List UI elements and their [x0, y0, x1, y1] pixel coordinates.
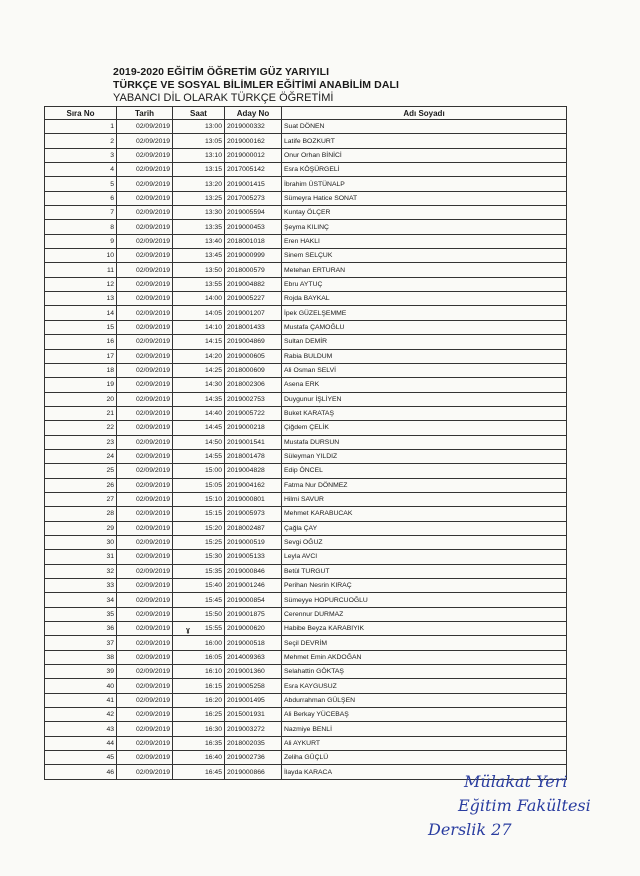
row-date: 02/09/2019	[117, 478, 173, 492]
table-row	[45, 435, 567, 449]
row-full-name: Sümeyye HOPURCUOĞLU	[282, 593, 567, 607]
row-full-name: Sultan DEMİR	[282, 335, 567, 349]
row-candidate-id: 2018002487	[225, 521, 282, 535]
column-header-date: Tarih	[117, 107, 173, 120]
row-date: 02/09/2019	[117, 507, 173, 521]
row-order-number: 36	[45, 622, 117, 636]
program-title: YABANCI DİL OLARAK TÜRKÇE ÖĞRETİMİ	[113, 92, 334, 104]
row-order-number: 26	[45, 478, 117, 492]
row-time: 16:00	[173, 636, 225, 650]
row-candidate-id: 2019000999	[225, 249, 282, 263]
row-full-name: Ebru AYTUÇ	[282, 277, 567, 291]
column-header-candidate-id: Aday No	[225, 107, 282, 120]
row-order-number: 40	[45, 679, 117, 693]
row-candidate-id: 2018000609	[225, 363, 282, 377]
row-order-number: 16	[45, 335, 117, 349]
table-row	[45, 622, 567, 636]
row-time: 14:50	[173, 435, 225, 449]
row-full-name: Rabia BULDUM	[282, 349, 567, 363]
row-time: 14:30	[173, 378, 225, 392]
table-row	[45, 492, 567, 506]
table-row	[45, 708, 567, 722]
row-full-name: Kuntay ÖLÇER	[282, 206, 567, 220]
row-candidate-id: 2019000854	[225, 593, 282, 607]
row-time: 15:10	[173, 492, 225, 506]
row-order-number: 33	[45, 579, 117, 593]
row-time: 14:15	[173, 335, 225, 349]
table-row	[45, 736, 567, 750]
row-time: 13:40	[173, 234, 225, 248]
row-order-number: 23	[45, 435, 117, 449]
row-full-name: Sinem SELÇUK	[282, 249, 567, 263]
row-time: 14:05	[173, 306, 225, 320]
row-order-number: 7	[45, 206, 117, 220]
row-full-name: İlayda KARACA	[282, 765, 567, 779]
row-full-name: Hilmi SAVUR	[282, 492, 567, 506]
row-date: 02/09/2019	[117, 120, 173, 134]
row-full-name: Nazmiye BENLİ	[282, 722, 567, 736]
table-row	[45, 650, 567, 664]
row-full-name: Mustafa DURSUN	[282, 435, 567, 449]
table-row	[45, 679, 567, 693]
row-candidate-id: 2019004882	[225, 277, 282, 291]
row-time: 13:00	[173, 120, 225, 134]
row-full-name: Sümeyra Hatice SONAT	[282, 191, 567, 205]
row-candidate-id: 2019005594	[225, 206, 282, 220]
row-date: 02/09/2019	[117, 306, 173, 320]
row-full-name: Betül TURGUT	[282, 564, 567, 578]
row-date: 02/09/2019	[117, 693, 173, 707]
table-row	[45, 306, 567, 320]
row-full-name: Çağla ÇAY	[282, 521, 567, 535]
row-candidate-id: 2019005258	[225, 679, 282, 693]
row-full-name: Leyla AVCI	[282, 550, 567, 564]
row-candidate-id: 2018000579	[225, 263, 282, 277]
note-line: Eğitim Fakültesi	[458, 796, 591, 815]
row-time: 14:25	[173, 363, 225, 377]
table-row	[45, 148, 567, 162]
table-row	[45, 722, 567, 736]
row-date: 02/09/2019	[117, 736, 173, 750]
row-full-name: Asena ERK	[282, 378, 567, 392]
row-time: 16:25	[173, 708, 225, 722]
table-row	[45, 636, 567, 650]
row-candidate-id: 2019000605	[225, 349, 282, 363]
row-time: 15:30	[173, 550, 225, 564]
row-order-number: 3	[45, 148, 117, 162]
row-date: 02/09/2019	[117, 263, 173, 277]
row-date: 02/09/2019	[117, 148, 173, 162]
row-time: 15:20	[173, 521, 225, 535]
table-row	[45, 220, 567, 234]
row-date: 02/09/2019	[117, 177, 173, 191]
table-row	[45, 607, 567, 621]
row-full-name: Habibe Beyza KARABIYIK	[282, 622, 567, 636]
row-date: 02/09/2019	[117, 464, 173, 478]
table-row	[45, 163, 567, 177]
row-time: 15:00	[173, 464, 225, 478]
row-date: 02/09/2019	[117, 392, 173, 406]
row-candidate-id: 2019000846	[225, 564, 282, 578]
row-time: 13:10	[173, 148, 225, 162]
row-order-number: 2	[45, 134, 117, 148]
row-date: 02/09/2019	[117, 593, 173, 607]
row-time: 13:50	[173, 263, 225, 277]
row-order-number: 12	[45, 277, 117, 291]
row-candidate-id: 2018002035	[225, 736, 282, 750]
row-full-name: Edip ÖNCEL	[282, 464, 567, 478]
row-candidate-id: 2019002736	[225, 751, 282, 765]
candidate-schedule-table	[44, 106, 567, 780]
row-candidate-id: 2019000218	[225, 421, 282, 435]
document-heading	[113, 66, 399, 92]
row-full-name: Esra KÖŞÜRGELİ	[282, 163, 567, 177]
row-order-number: 31	[45, 550, 117, 564]
stray-mark: ɣ	[186, 627, 190, 634]
row-time: 13:55	[173, 277, 225, 291]
row-time: 16:05	[173, 650, 225, 664]
row-full-name: Seçil DEVRİM	[282, 636, 567, 650]
row-date: 02/09/2019	[117, 363, 173, 377]
row-order-number: 25	[45, 464, 117, 478]
row-full-name: Ali AYKURT	[282, 736, 567, 750]
table-row	[45, 363, 567, 377]
row-date: 02/09/2019	[117, 636, 173, 650]
row-order-number: 15	[45, 320, 117, 334]
row-time: 14:00	[173, 292, 225, 306]
row-date: 02/09/2019	[117, 521, 173, 535]
row-order-number: 43	[45, 722, 117, 736]
row-full-name: Sevgi OĞUZ	[282, 535, 567, 549]
row-date: 02/09/2019	[117, 722, 173, 736]
table-row	[45, 335, 567, 349]
column-header-time: Saat	[173, 107, 225, 120]
row-order-number: 21	[45, 406, 117, 420]
row-date: 02/09/2019	[117, 134, 173, 148]
row-order-number: 35	[45, 607, 117, 621]
row-order-number: 18	[45, 363, 117, 377]
row-full-name: Selahattin GÖKTAŞ	[282, 665, 567, 679]
row-time: 14:45	[173, 421, 225, 435]
row-candidate-id: 2019001875	[225, 607, 282, 621]
row-date: 02/09/2019	[117, 650, 173, 664]
row-time: 16:40	[173, 751, 225, 765]
row-order-number: 32	[45, 564, 117, 578]
row-order-number: 24	[45, 449, 117, 463]
row-date: 02/09/2019	[117, 163, 173, 177]
row-candidate-id: 2019004162	[225, 478, 282, 492]
table-row	[45, 349, 567, 363]
row-order-number: 4	[45, 163, 117, 177]
row-date: 02/09/2019	[117, 249, 173, 263]
row-time: 16:20	[173, 693, 225, 707]
row-candidate-id: 2019001246	[225, 579, 282, 593]
row-date: 02/09/2019	[117, 191, 173, 205]
row-order-number: 42	[45, 708, 117, 722]
row-time: 13:15	[173, 163, 225, 177]
row-date: 02/09/2019	[117, 421, 173, 435]
row-time: 16:10	[173, 665, 225, 679]
row-candidate-id: 2019005133	[225, 550, 282, 564]
table-row	[45, 535, 567, 549]
table-row	[45, 564, 567, 578]
row-full-name: Esra KAYGUSUZ	[282, 679, 567, 693]
table-header-row	[45, 107, 567, 120]
table-row	[45, 693, 567, 707]
row-order-number: 10	[45, 249, 117, 263]
row-candidate-id: 2019001360	[225, 665, 282, 679]
row-full-name: Çiğdem ÇELİK	[282, 421, 567, 435]
row-time: 15:05	[173, 478, 225, 492]
row-candidate-id: 2019000518	[225, 636, 282, 650]
row-time: 13:20	[173, 177, 225, 191]
row-time: 16:15	[173, 679, 225, 693]
handwritten-note	[428, 770, 591, 842]
row-order-number: 28	[45, 507, 117, 521]
row-candidate-id: 2019005973	[225, 507, 282, 521]
row-time: 16:30	[173, 722, 225, 736]
row-full-name: Duygunur İŞLİYEN	[282, 392, 567, 406]
table-row	[45, 449, 567, 463]
row-full-name: Rojda BAYKAL	[282, 292, 567, 306]
row-time: 14:35	[173, 392, 225, 406]
row-order-number: 22	[45, 421, 117, 435]
row-full-name: Mustafa ÇAMOĞLU	[282, 320, 567, 334]
row-candidate-id: 2015001931	[225, 708, 282, 722]
row-candidate-id: 2018001018	[225, 234, 282, 248]
row-order-number: 38	[45, 650, 117, 664]
row-candidate-id: 2019000332	[225, 120, 282, 134]
row-date: 02/09/2019	[117, 550, 173, 564]
row-order-number: 30	[45, 535, 117, 549]
row-order-number: 20	[45, 392, 117, 406]
row-candidate-id: 2019001415	[225, 177, 282, 191]
column-header-order: Sıra No	[45, 107, 117, 120]
table-row	[45, 579, 567, 593]
row-time: 16:45	[173, 765, 225, 779]
row-order-number: 37	[45, 636, 117, 650]
row-time: 14:40	[173, 406, 225, 420]
row-date: 02/09/2019	[117, 564, 173, 578]
row-date: 02/09/2019	[117, 378, 173, 392]
row-time: 15:35	[173, 564, 225, 578]
row-full-name: Perihan Nesrin KIRAÇ	[282, 579, 567, 593]
row-candidate-id: 2018001433	[225, 320, 282, 334]
row-date: 02/09/2019	[117, 234, 173, 248]
row-order-number: 9	[45, 234, 117, 248]
table-row	[45, 206, 567, 220]
row-candidate-id: 2019000453	[225, 220, 282, 234]
note-line: Derslik 27	[428, 820, 512, 839]
row-date: 02/09/2019	[117, 765, 173, 779]
row-time: 16:35	[173, 736, 225, 750]
row-date: 02/09/2019	[117, 292, 173, 306]
table-body	[45, 120, 567, 780]
table-row	[45, 378, 567, 392]
table-row	[45, 191, 567, 205]
row-candidate-id: 2019000620	[225, 622, 282, 636]
row-candidate-id: 2017005273	[225, 191, 282, 205]
row-order-number: 45	[45, 751, 117, 765]
row-full-name: Eren HAKLI	[282, 234, 567, 248]
row-order-number: 6	[45, 191, 117, 205]
row-time: 13:05	[173, 134, 225, 148]
row-candidate-id: 2019005722	[225, 406, 282, 420]
row-date: 02/09/2019	[117, 349, 173, 363]
row-full-name: Fatma Nur DÖNMEZ	[282, 478, 567, 492]
row-date: 02/09/2019	[117, 335, 173, 349]
note-line: Mülakat Yeri	[464, 772, 568, 791]
row-date: 02/09/2019	[117, 679, 173, 693]
table-row	[45, 392, 567, 406]
row-order-number: 29	[45, 521, 117, 535]
row-date: 02/09/2019	[117, 406, 173, 420]
row-time: 15:15	[173, 507, 225, 521]
row-date: 02/09/2019	[117, 535, 173, 549]
row-candidate-id: 2019000866	[225, 765, 282, 779]
row-time: 13:25	[173, 191, 225, 205]
row-date: 02/09/2019	[117, 220, 173, 234]
row-date: 02/09/2019	[117, 449, 173, 463]
row-order-number: 11	[45, 263, 117, 277]
row-full-name: Şeyma KILINÇ	[282, 220, 567, 234]
row-candidate-id: 2019000801	[225, 492, 282, 506]
row-time: 15:25	[173, 535, 225, 549]
row-order-number: 39	[45, 665, 117, 679]
row-full-name: Ali Berkay YÜCEBAŞ	[282, 708, 567, 722]
row-full-name: Cerennur DURMAZ	[282, 607, 567, 621]
row-order-number: 8	[45, 220, 117, 234]
table-row	[45, 120, 567, 134]
row-time: 15:55	[173, 622, 225, 636]
row-date: 02/09/2019	[117, 665, 173, 679]
table-row	[45, 177, 567, 191]
row-candidate-id: 2014009363	[225, 650, 282, 664]
row-candidate-id: 2019002753	[225, 392, 282, 406]
row-date: 02/09/2019	[117, 579, 173, 593]
row-date: 02/09/2019	[117, 607, 173, 621]
table-row	[45, 751, 567, 765]
table-row	[45, 421, 567, 435]
table-row	[45, 234, 567, 248]
table-row	[45, 249, 567, 263]
row-full-name: Mehmet KARABUCAK	[282, 507, 567, 521]
row-order-number: 5	[45, 177, 117, 191]
row-candidate-id: 2019003272	[225, 722, 282, 736]
row-time: 13:45	[173, 249, 225, 263]
row-order-number: 19	[45, 378, 117, 392]
row-date: 02/09/2019	[117, 320, 173, 334]
table-row	[45, 521, 567, 535]
row-date: 02/09/2019	[117, 751, 173, 765]
row-candidate-id: 2019004869	[225, 335, 282, 349]
row-date: 02/09/2019	[117, 206, 173, 220]
row-candidate-id: 2019001495	[225, 693, 282, 707]
table-row	[45, 478, 567, 492]
row-date: 02/09/2019	[117, 492, 173, 506]
row-candidate-id: 2018002306	[225, 378, 282, 392]
table-row	[45, 665, 567, 679]
row-order-number: 41	[45, 693, 117, 707]
table-row	[45, 320, 567, 334]
row-candidate-id: 2019000519	[225, 535, 282, 549]
row-candidate-id: 2019005227	[225, 292, 282, 306]
row-candidate-id: 2019004828	[225, 464, 282, 478]
column-header-full-name: Adı Soyadı	[282, 107, 567, 120]
row-order-number: 17	[45, 349, 117, 363]
table-row	[45, 593, 567, 607]
row-full-name: Mehmet Emin AKDOĞAN	[282, 650, 567, 664]
row-candidate-id: 2019001207	[225, 306, 282, 320]
row-full-name: Buket KARATAŞ	[282, 406, 567, 420]
row-time: 15:45	[173, 593, 225, 607]
row-full-name: İpek GÜZELŞEMME	[282, 306, 567, 320]
table-row	[45, 134, 567, 148]
row-time: 15:50	[173, 607, 225, 621]
table-row	[45, 464, 567, 478]
row-full-name: İbrahim ÜSTÜNALP	[282, 177, 567, 191]
row-time: 13:30	[173, 206, 225, 220]
row-full-name: Suat DÖNEN	[282, 120, 567, 134]
row-date: 02/09/2019	[117, 622, 173, 636]
row-time: 14:20	[173, 349, 225, 363]
row-full-name: Latife BOZKURT	[282, 134, 567, 148]
row-full-name: Süleyman YILDIZ	[282, 449, 567, 463]
table-row	[45, 507, 567, 521]
row-time: 13:35	[173, 220, 225, 234]
term-title: 2019-2020 EĞİTİM ÖĞRETİM GÜZ YARIYILI	[113, 66, 330, 78]
row-full-name: Zeliha GÜÇLÜ	[282, 751, 567, 765]
row-order-number: 34	[45, 593, 117, 607]
row-full-name: Onur Orhan BİNİCİ	[282, 148, 567, 162]
table-row	[45, 263, 567, 277]
row-full-name: Ali Osman SELVİ	[282, 363, 567, 377]
row-order-number: 13	[45, 292, 117, 306]
row-time: 14:10	[173, 320, 225, 334]
row-date: 02/09/2019	[117, 708, 173, 722]
table-row	[45, 550, 567, 564]
row-order-number: 27	[45, 492, 117, 506]
row-candidate-id: 2019000012	[225, 148, 282, 162]
row-date: 02/09/2019	[117, 435, 173, 449]
table-row	[45, 277, 567, 291]
row-time: 15:40	[173, 579, 225, 593]
row-order-number: 46	[45, 765, 117, 779]
row-candidate-id: 2019000162	[225, 134, 282, 148]
row-date: 02/09/2019	[117, 277, 173, 291]
row-order-number: 44	[45, 736, 117, 750]
row-candidate-id: 2018001478	[225, 449, 282, 463]
row-candidate-id: 2017005142	[225, 163, 282, 177]
table-row	[45, 292, 567, 306]
row-time: 14:55	[173, 449, 225, 463]
row-full-name: Abdurrahman GÜLŞEN	[282, 693, 567, 707]
row-order-number: 14	[45, 306, 117, 320]
table-row	[45, 406, 567, 420]
row-candidate-id: 2019001541	[225, 435, 282, 449]
row-full-name: Metehan ERTURAN	[282, 263, 567, 277]
department-title: TÜRKÇE VE SOSYAL BİLİMLER EĞİTİMİ ANABİLİM DALI	[113, 79, 400, 91]
row-order-number: 1	[45, 120, 117, 134]
